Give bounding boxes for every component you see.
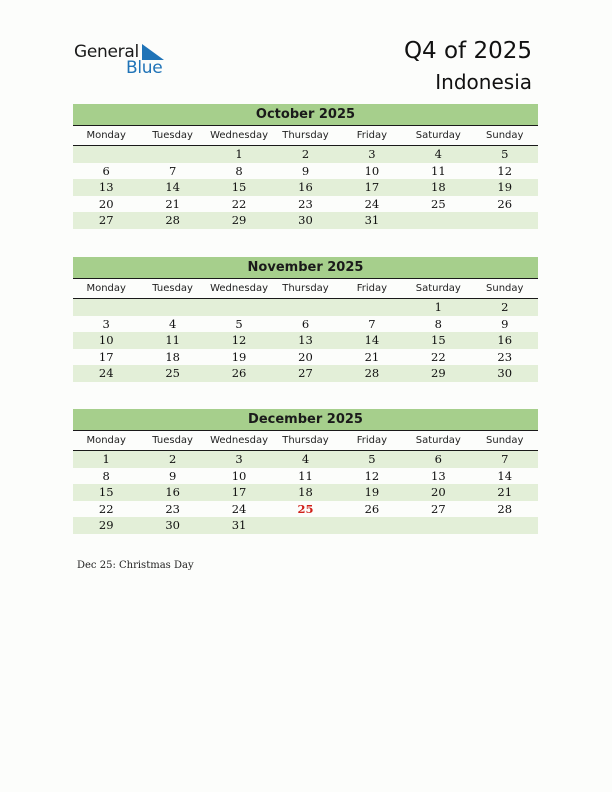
- logo-general-text: General: [74, 42, 139, 62]
- weekday-label: Wednesday: [210, 130, 268, 141]
- weekday-label: Thursday: [282, 283, 329, 294]
- day-cell: 15: [431, 333, 446, 347]
- day-cell: 16: [497, 333, 513, 347]
- day-cell: 5: [368, 452, 376, 466]
- day-cell: 20: [298, 349, 313, 364]
- day-cell: 19: [364, 485, 380, 499]
- day-cell: 13: [98, 180, 114, 194]
- day-cell: 9: [168, 468, 177, 483]
- day-cell: 22: [231, 196, 247, 211]
- day-cell: 6: [301, 316, 310, 331]
- day-cell: 5: [501, 147, 509, 161]
- day-cell: 7: [368, 316, 376, 331]
- day-cell: 8: [434, 316, 442, 331]
- day-cell: 11: [165, 333, 180, 347]
- day-cell: 26: [497, 196, 513, 211]
- weekday-label: Thursday: [282, 435, 329, 446]
- day-cell: 4: [434, 147, 442, 161]
- day-cell: 21: [364, 349, 380, 364]
- day-cell: 5: [235, 316, 243, 331]
- day-cell: 27: [98, 213, 114, 227]
- day-cell: [139, 299, 205, 316]
- day-cell: 12: [364, 468, 380, 483]
- weekday-header-row: [73, 434, 538, 451]
- day-cell: 24: [231, 501, 247, 516]
- week-row: [73, 451, 538, 468]
- day-cell: 14: [165, 180, 180, 194]
- holiday-note: Dec 25: Christmas Day: [77, 560, 194, 571]
- weekday-label: Monday: [86, 435, 126, 446]
- day-cell: 15: [98, 485, 114, 499]
- day-cell: 28: [165, 213, 180, 227]
- week-row: [73, 484, 538, 501]
- weekday-label: Saturday: [415, 283, 461, 294]
- day-cell: [73, 146, 139, 163]
- day-cell: 8: [102, 468, 110, 483]
- weekday-label: Saturday: [415, 435, 461, 446]
- day-cell: 20: [431, 485, 446, 499]
- weekday-label: Sunday: [486, 435, 524, 446]
- day-cell: 24: [364, 196, 380, 211]
- day-cell: 6: [102, 163, 110, 178]
- logo-blue-text: Blue: [126, 58, 163, 78]
- weekday-label: Friday: [356, 283, 388, 294]
- day-cell: 3: [235, 452, 243, 466]
- weekday-label: Friday: [356, 435, 388, 446]
- day-cell: 1: [235, 147, 243, 161]
- day-cell: 16: [165, 485, 180, 499]
- day-cell: 29: [231, 213, 247, 227]
- day-cell: 14: [364, 333, 380, 347]
- day-cell: 18: [165, 349, 180, 364]
- day-cell: 13: [431, 468, 446, 483]
- day-cell: [472, 212, 538, 229]
- day-cell: 2: [501, 300, 509, 314]
- day-cell: 13: [298, 333, 313, 347]
- weekday-label: Tuesday: [152, 435, 193, 446]
- day-cell: 25: [165, 366, 180, 380]
- day-cell: [472, 517, 538, 534]
- week-row: [73, 299, 538, 316]
- day-cell: 2: [168, 452, 177, 466]
- day-cell: 18: [431, 180, 446, 194]
- week-row: [73, 332, 538, 349]
- day-cell: 22: [431, 349, 446, 364]
- day-cell: 17: [231, 485, 247, 499]
- week-row: [73, 163, 538, 180]
- day-cell: 17: [364, 180, 380, 194]
- week-row: [73, 146, 538, 163]
- week-row: [73, 179, 538, 196]
- day-cell: 3: [368, 147, 376, 161]
- day-cell: 23: [298, 196, 313, 211]
- holiday-day-cell: 25: [297, 501, 314, 516]
- week-row: [73, 468, 538, 485]
- day-cell: 14: [497, 468, 513, 483]
- day-cell: 30: [165, 518, 180, 532]
- month-title: November 2025: [73, 257, 538, 279]
- weekday-label: Thursday: [282, 130, 329, 141]
- weekday-label: Sunday: [486, 130, 524, 141]
- day-cell: 21: [497, 485, 513, 499]
- day-cell: [405, 517, 471, 534]
- generalblue-logo: [74, 42, 174, 78]
- week-row: [73, 349, 538, 366]
- weekday-label: Saturday: [415, 130, 461, 141]
- day-cell: 9: [301, 163, 310, 178]
- day-cell: [405, 212, 471, 229]
- day-cell: 26: [364, 501, 380, 516]
- day-cell: 4: [301, 452, 310, 466]
- day-cell: 29: [431, 366, 446, 380]
- day-cell: 7: [501, 452, 509, 466]
- weekday-label: Monday: [86, 283, 126, 294]
- day-cell: [73, 299, 139, 316]
- day-cell: 4: [168, 316, 177, 331]
- day-cell: 30: [298, 213, 313, 227]
- day-cell: [272, 299, 338, 316]
- day-cell: 30: [497, 366, 513, 380]
- day-cell: 31: [231, 518, 247, 532]
- day-cell: 17: [98, 349, 114, 364]
- day-cell: 28: [364, 366, 380, 380]
- week-row: [73, 316, 538, 333]
- week-row: [73, 212, 538, 229]
- day-cell: 23: [165, 501, 180, 516]
- week-row: [73, 365, 538, 382]
- day-cell: [339, 517, 405, 534]
- day-cell: 6: [434, 452, 442, 466]
- day-cell: 24: [98, 366, 114, 380]
- day-cell: 27: [298, 366, 313, 380]
- country-name: Indonesia: [435, 70, 532, 94]
- day-cell: 29: [98, 518, 114, 532]
- day-cell: 7: [168, 163, 177, 178]
- day-cell: 10: [98, 333, 114, 347]
- day-cell: 19: [497, 180, 513, 194]
- day-cell: 19: [231, 349, 247, 364]
- day-cell: 1: [102, 452, 110, 466]
- day-cell: [272, 517, 338, 534]
- weekday-label: Friday: [356, 130, 388, 141]
- weekday-label: Tuesday: [152, 283, 193, 294]
- day-cell: 26: [231, 366, 247, 380]
- day-cell: 18: [298, 485, 313, 499]
- day-cell: 9: [501, 316, 509, 331]
- month-title: December 2025: [73, 409, 538, 431]
- weekday-label: Sunday: [486, 283, 524, 294]
- week-row: [73, 501, 538, 518]
- weekday-label: Wednesday: [210, 283, 268, 294]
- weekday-label: Monday: [86, 130, 126, 141]
- day-cell: 3: [102, 316, 110, 331]
- weekday-header-row: [73, 282, 538, 299]
- day-cell: 20: [98, 196, 114, 211]
- weekday-header-row: [73, 129, 538, 146]
- month-title: October 2025: [73, 104, 538, 126]
- day-cell: 2: [301, 147, 310, 161]
- weekday-label: Wednesday: [210, 435, 268, 446]
- day-cell: [139, 146, 205, 163]
- month-calendar-october: [73, 104, 538, 229]
- day-cell: 23: [497, 349, 513, 364]
- day-cell: 22: [98, 501, 114, 516]
- day-cell: 31: [364, 213, 380, 227]
- weekday-label: Tuesday: [152, 130, 193, 141]
- day-cell: 21: [165, 196, 180, 211]
- day-cell: 11: [431, 163, 446, 178]
- day-cell: 16: [298, 180, 313, 194]
- day-cell: 10: [364, 163, 380, 178]
- day-cell: 25: [431, 196, 446, 211]
- day-cell: 8: [235, 163, 243, 178]
- week-row: [73, 517, 538, 534]
- month-calendar-november: [73, 257, 538, 382]
- day-cell: 1: [434, 300, 442, 314]
- day-cell: 28: [497, 501, 513, 516]
- day-cell: 27: [431, 501, 446, 516]
- month-calendar-december: [73, 409, 538, 534]
- day-cell: [206, 299, 272, 316]
- day-cell: 10: [231, 468, 247, 483]
- day-cell: 15: [231, 180, 247, 194]
- day-cell: 11: [298, 468, 313, 483]
- day-cell: 12: [497, 163, 513, 178]
- page-title: Q4 of 2025: [403, 38, 532, 64]
- week-row: [73, 196, 538, 213]
- day-cell: 12: [231, 333, 247, 347]
- day-cell: [339, 299, 405, 316]
